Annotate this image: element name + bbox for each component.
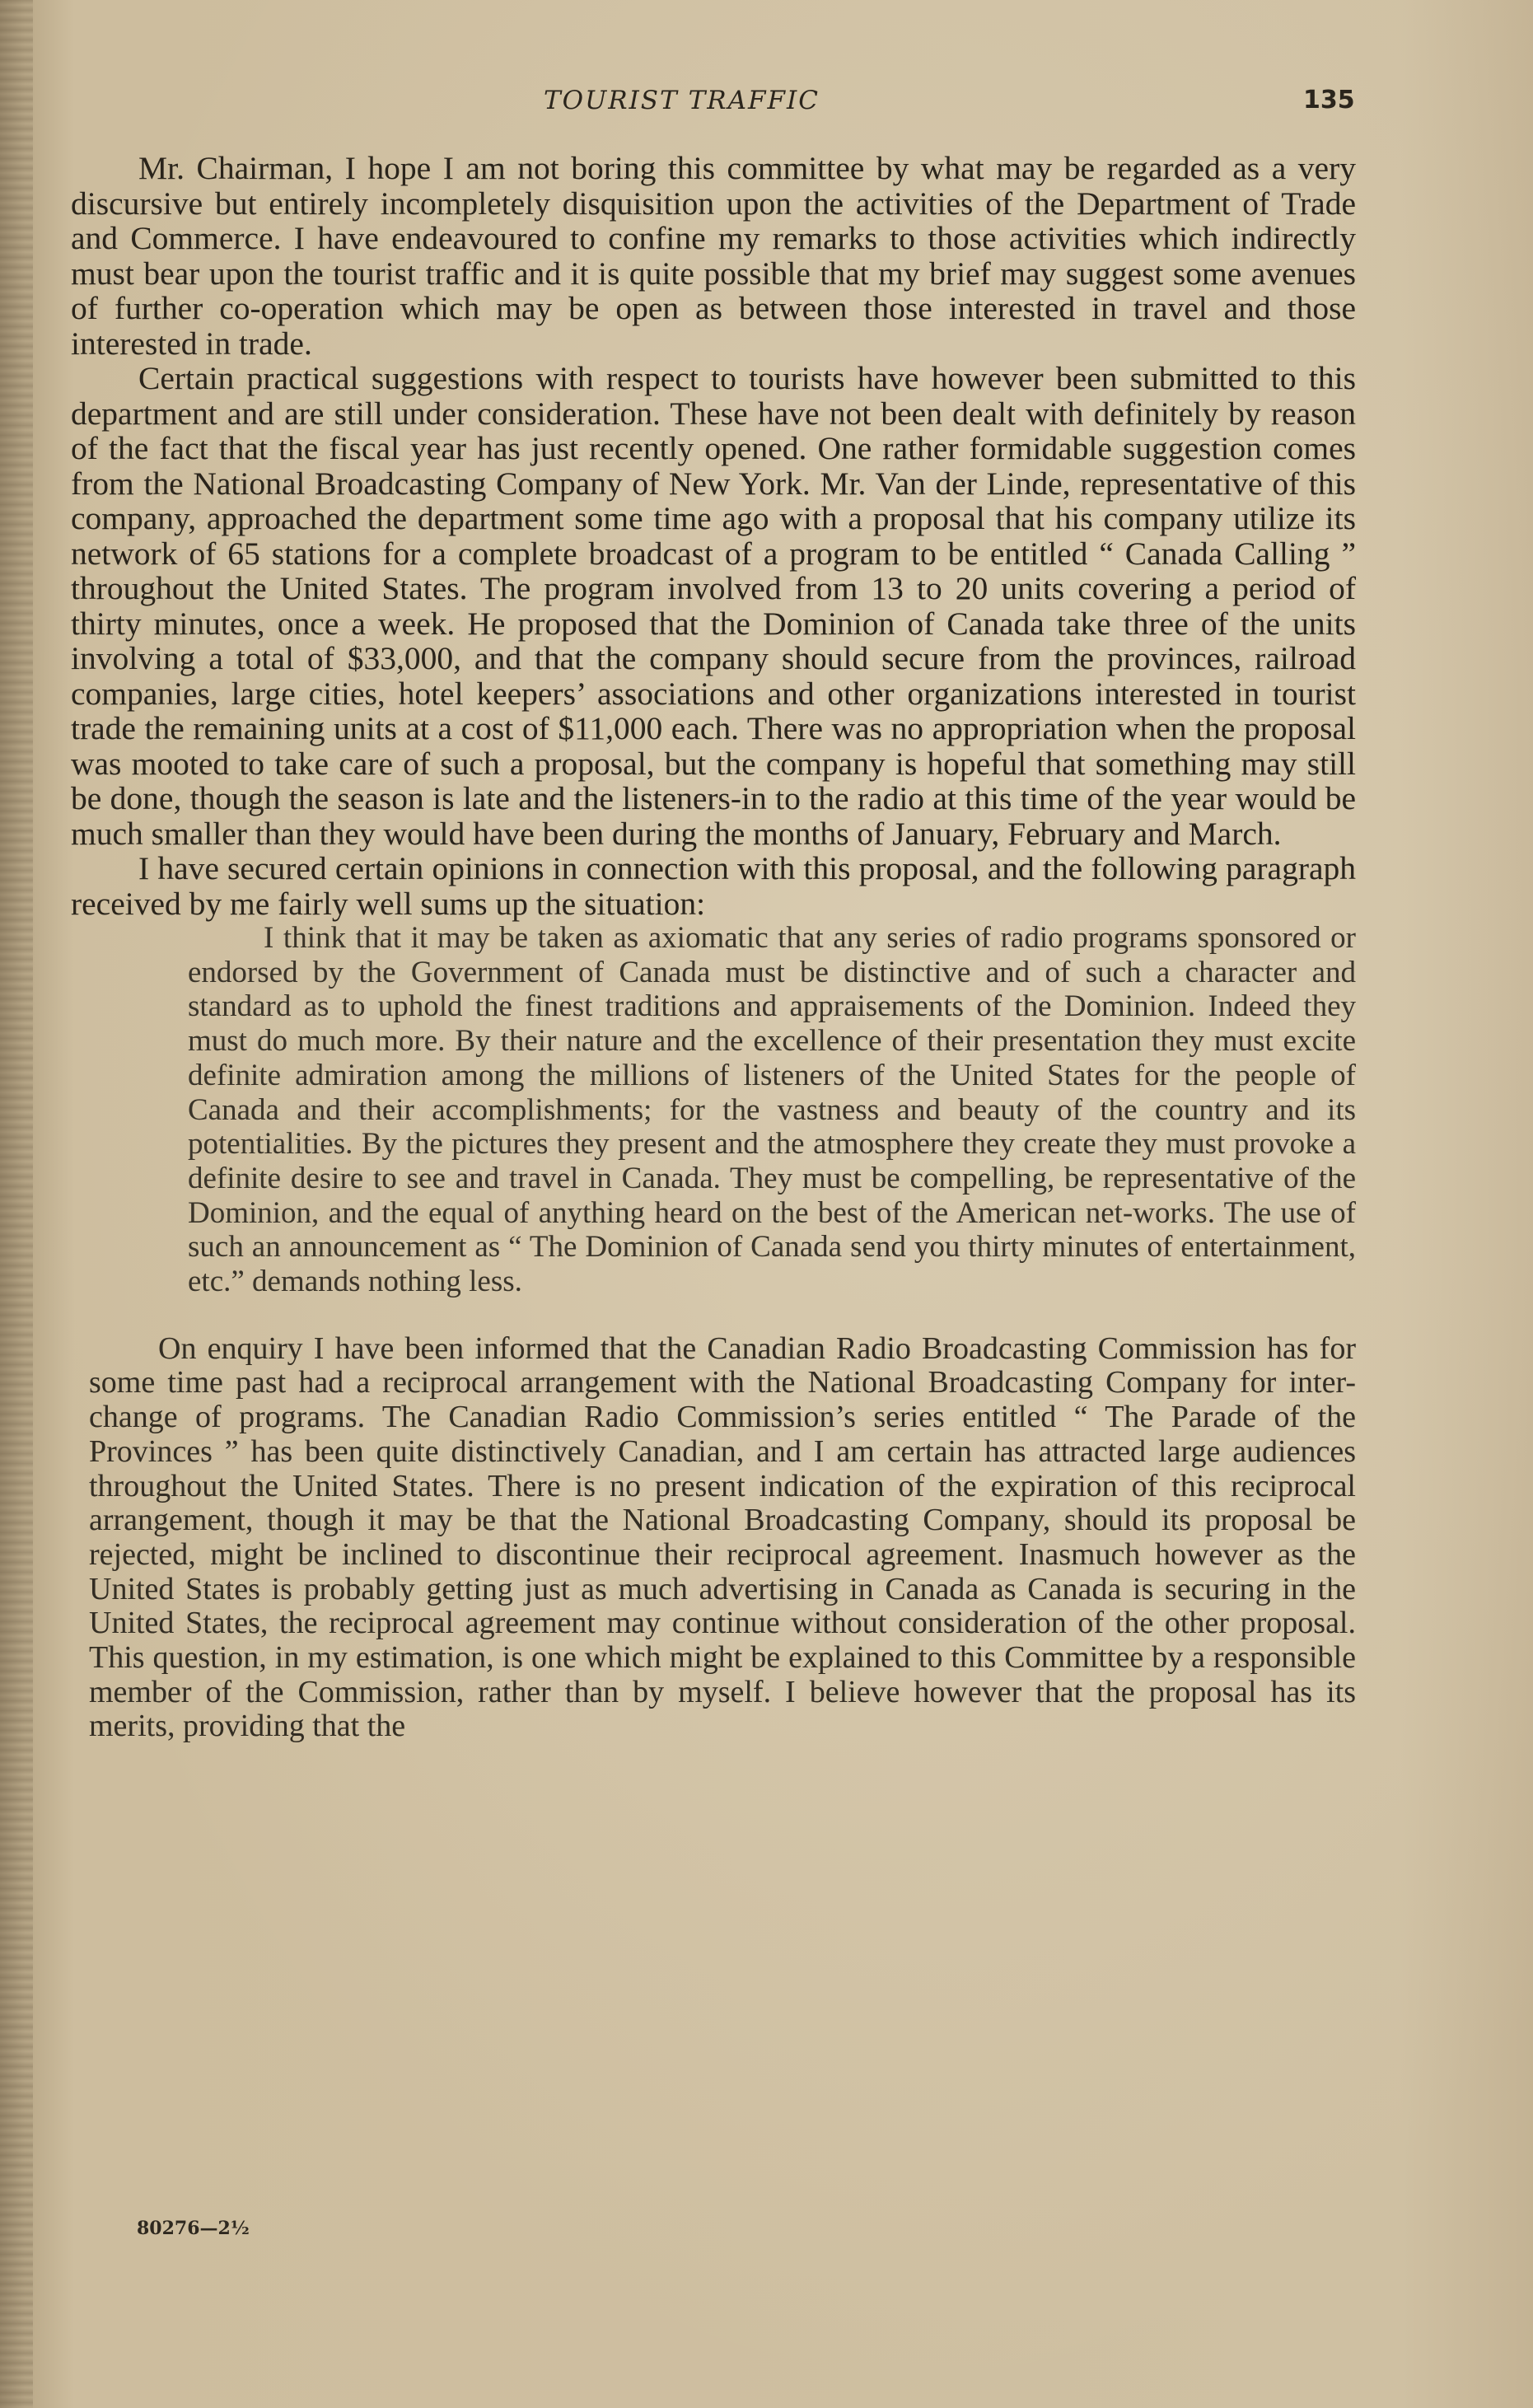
paragraph-opinions: I have secured certain opinions in connection with this proposal, and the following paragraph received by me fairly well sums up the situation: xyxy=(71,850,1356,922)
page-number: 135 xyxy=(1303,86,1355,115)
signature-mark: 80276—2½ xyxy=(137,2218,250,2239)
paragraph-opening: Mr. Chairman, I hope I am not boring this committee by what may be regarded as a very discursive but entirely incompletely disquisition upon the activities of the Department of Trade and Commerce. I have endeavoured to confine my remarks to those activities which indirectly must bear upon the tourist traffic and it is quite possible that my brief may suggest some avenues of further co-operation which may be open as between those interested in travel and those interested in trade. xyxy=(71,150,1356,362)
block-quote: I think that it may be taken as axiomatic that any series of radio programs sponsored or endorsed by the Government of Canada must be distinctive and of such a character and standard as to uphold the finest traditions and appraisements of the Dominion. Indeed they must do much more. By their nature and the excellence of their presentation they must excite definite admiration among the millions of listeners of the United States for the people of Canada and their accomplishments; for the vastness and beauty of the country and its potentialities. By the pictures they present and the atmosphere they create they must provoke a definite desire to see and travel in Canada. They must be compelling, be representative of the Dominion, and the equal of anything heard on the best of the American net-works. The use of such an announcement as “ The Dominion of Canada send you thirty minutes of entertainment, etc.” demands nothing less. xyxy=(188,921,1356,1299)
paragraph-enquiry: On enquiry I have been informed that the Canadian Radio Broadcasting Commission has for some time past had a reciprocal arrangement with the National Broadcasting Company for inter-change of programs. The Canadian Radio Commission’s series entitled “ The Parade of the Provinces ” has been quite distinctively Canadian, and I am certain has attracted large audiences throughout the United States. There is no present indication of the expiration of this reciprocal arrangement, though it may be that the National Broadcasting Company, should its proposal be rejected, might be inclined to discontinue their reciprocal agreement. Inasmuch however as the United States is probably getting just as much advertising in Canada as Canada is securing in the United States, the reciprocal agreement may continue without consideration of the other proposal. This question, in my estimation, is one which might be explained to this Committee by a responsible member of the Commission, rather than by myself. I believe however that the proposal has its merits, providing that the xyxy=(89,1330,1356,1744)
body-text xyxy=(71,151,1356,1744)
running-head xyxy=(0,86,1533,127)
running-title: TOURIST TRAFFIC xyxy=(544,86,820,115)
page-binding-edge xyxy=(0,0,33,2408)
paragraph-suggestions: Certain practical suggestions with respect to tourists have however been submitted to this department and are still under consideration. These have not been dealt with definitely by reason of the fact that the fiscal year has just recently opened. One rather formidable suggestion comes from the National Broadcasting Company of New York. Mr. Van der Linde, representative of this company, approached the department some time ago with a proposal that his company utilize its network of 65 stations for a complete broadcast of a program to be entitled “ Canada Calling ” throughout the United States. The program involved from 13 to 20 units covering a period of thirty minutes, once a week. He proposed that the Dominion of Canada take three of the units involving a total of $33,000, and that the company should secure from the provinces, railroad companies, large cities, hotel keepers’ associations and other organizations interested in tourist trade the remaining units at a cost of $11,000 each. There was no appropriation when the proposal was mooted to take care of such a proposal, but the company is hopeful that something may still be done, though the season is late and the listeners-in to the radio at this time of the year would be much smaller than they would have been during the months of January, February and March. xyxy=(71,360,1356,852)
